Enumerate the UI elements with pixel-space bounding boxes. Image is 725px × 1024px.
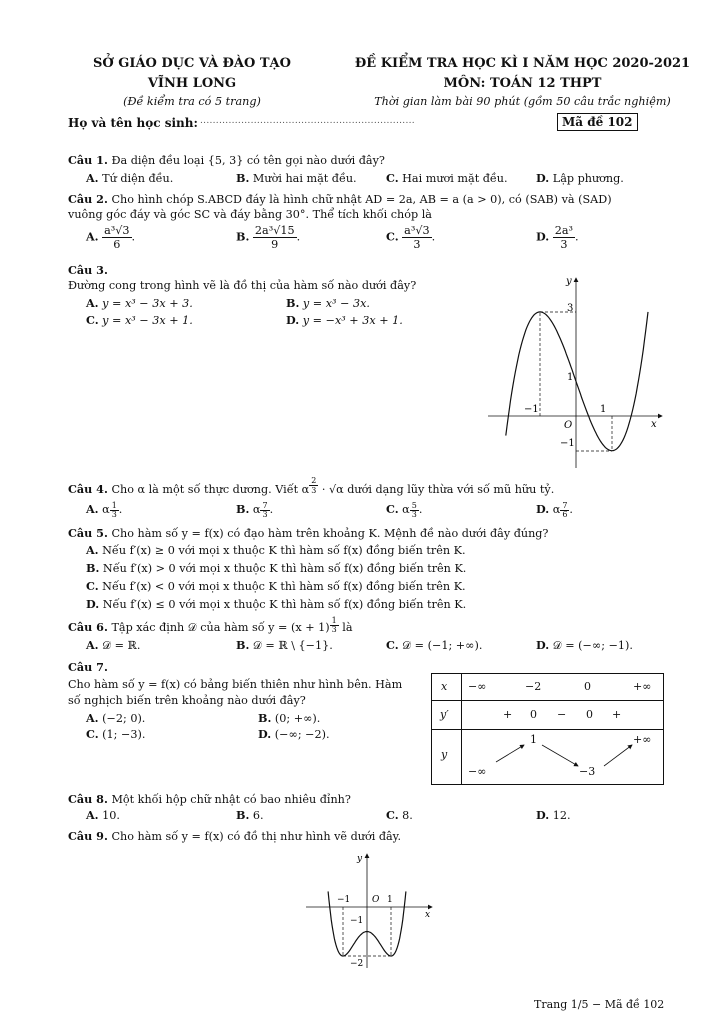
q2-option-d[interactable]: D. $\frac{\text{2a³}}{3}$ . xyxy=(536,224,579,251)
q2-option-c[interactable]: C. $\frac{\text{a³√3}}{3}$ . xyxy=(386,224,436,251)
question-1: Câu 1. Đa diện đều loại {5, 3} có tên gọi nào dưới đây? xyxy=(68,153,385,167)
q3-option-d[interactable]: D. y = −x³ + 3x + 1. xyxy=(286,313,403,327)
question-3-label: Câu 3. xyxy=(68,263,108,277)
q5-option-b[interactable]: B. Nếu f′(x) > 0 với mọi x thuộc K thì hàm số f(x) đồng biến trên K. xyxy=(86,561,467,575)
page-footer: Trang 1/5 − Mã đề 102 xyxy=(534,998,665,1011)
q4-option-c[interactable]: C. α $\frac{5}{3}$ . xyxy=(386,501,423,519)
q7-option-d[interactable]: D. (−∞; −2). xyxy=(258,727,330,741)
svg-text:−1: −1 xyxy=(560,438,575,449)
question-3: Đường cong trong hình vẽ là đồ thị của hàm số nào dưới đây? xyxy=(68,279,417,292)
question-2-line2: vuông góc đáy và góc SC và đáy bằng 30°. Thể tích khối chóp là xyxy=(68,208,432,221)
province-name: VĨNH LONG xyxy=(147,76,237,91)
q6-option-d[interactable]: D. 𝒟 = (−∞; −1). xyxy=(536,638,633,652)
q3-option-c[interactable]: C. y = x³ − 3x + 1. xyxy=(86,313,193,327)
q8-option-c[interactable]: C. 8. xyxy=(386,808,413,822)
svg-text:O: O xyxy=(372,895,380,905)
q7-option-b[interactable]: B. (0; +∞). xyxy=(258,711,321,725)
svg-text:−1: −1 xyxy=(337,895,351,905)
svg-text:1: 1 xyxy=(387,895,393,905)
svg-text:1: 1 xyxy=(600,404,607,415)
q3-option-b[interactable]: B. y = x³ − 3x. xyxy=(286,296,370,310)
q3-cubic-graph xyxy=(488,272,668,472)
exam-code-box: Mã đề 102 xyxy=(557,113,638,131)
question-5: Câu 5. Cho hàm số y = f(x) có đạo hàm trên khoảng K. Mệnh đề nào dưới đây đúng? xyxy=(68,526,549,540)
q4-option-d[interactable]: D. α $\frac{7}{6}$ . xyxy=(536,501,573,519)
q1-option-c[interactable]: C. Hai mươi mặt đều. xyxy=(386,171,508,185)
exam-title: ĐỀ KIỂM TRA HỌC KÌ I NĂM HỌC 2020-2021 xyxy=(354,56,691,71)
q4-option-b[interactable]: B. α $\frac{7}{3}$ . xyxy=(236,501,274,519)
question-8: Câu 8. Một khối hộp chữ nhật có bao nhiêu đỉnh? xyxy=(68,792,351,806)
svg-text:−2: −2 xyxy=(350,959,364,969)
svg-text:1: 1 xyxy=(567,372,574,383)
student-name-label: Họ và tên học sinh: xyxy=(68,116,198,130)
student-name-blank: .................................................................... xyxy=(200,116,415,126)
question-7-line2: số nghịch biến trên khoảng nào dưới đây? xyxy=(68,694,306,707)
q1-option-d[interactable]: D. Lập phương. xyxy=(536,171,624,185)
q5-option-d[interactable]: D. Nếu f′(x) ≤ 0 với mọi x thuộc K thì hàm số f(x) đồng biến trên K. xyxy=(86,597,467,611)
svg-text:3: 3 xyxy=(567,303,574,314)
svg-text:x: x xyxy=(425,910,431,920)
question-9: Câu 9. Cho hàm số y = f(x) có đồ thị như hình vẽ dưới đây. xyxy=(68,829,402,843)
question-7-label: Câu 7. xyxy=(68,660,108,674)
q2-option-a[interactable]: A. $\frac{\text{a³√3}}{6}$ . xyxy=(86,224,136,251)
q3-option-a[interactable]: A. y = x³ − 3x + 3. xyxy=(86,296,193,310)
time-note: Thời gian làm bài 90 phút (gồm 50 câu trắc nghiệm) xyxy=(374,95,671,108)
question-2: Câu 2. Cho hình chóp S.ABCD đáy là hình chữ nhật AD = 2a, AB = a (a > 0), có (SAB) và (SAD) xyxy=(68,192,612,206)
q6-option-b[interactable]: B. 𝒟 = ℝ \ {−1}. xyxy=(236,638,333,652)
q7-option-c[interactable]: C. (1; −3). xyxy=(86,727,146,741)
q4-option-a[interactable]: A. α $\frac{1}{3}$ . xyxy=(86,501,123,519)
q1-option-a[interactable]: A. Tứ diện đều. xyxy=(86,171,174,185)
variation-table: x y′ y −∞ −2 0 +∞ + 0 − 0 + 1 +∞ −∞ −3 xyxy=(431,673,664,785)
cubic-curve xyxy=(506,312,648,451)
subject: MÔN: TOÁN 12 THPT xyxy=(443,76,602,91)
q8-option-a[interactable]: A. 10. xyxy=(86,808,120,822)
svg-text:y: y xyxy=(566,276,572,287)
q6-option-a[interactable]: A. 𝒟 = ℝ. xyxy=(86,638,141,652)
svg-text:y: y xyxy=(357,854,363,864)
svg-text:x: x xyxy=(651,419,657,430)
q9-quartic-graph xyxy=(306,850,434,970)
svg-text:O: O xyxy=(564,420,573,431)
q5-option-a[interactable]: A. Nếu f′(x) ≥ 0 với mọi x thuộc K thì hàm số f(x) đồng biến trên K. xyxy=(86,543,466,557)
svg-text:−1: −1 xyxy=(350,916,364,926)
dept-name: SỞ GIÁO DỤC VÀ ĐÀO TẠO xyxy=(93,56,291,71)
q8-option-d[interactable]: D. 12. xyxy=(536,808,571,822)
question-6: Câu 6. Tập xác định 𝒟 của hàm số y = (x + 1) $\frac{1}{3}$ là xyxy=(68,616,353,634)
page-count-note: (Đề kiểm tra có 5 trang) xyxy=(123,95,261,108)
q2-option-b[interactable]: B. $\frac{\text{2a³√15}}{9}$ . xyxy=(236,224,301,251)
svg-text:−1: −1 xyxy=(524,404,539,415)
q5-option-c[interactable]: C. Nếu f′(x) < 0 với mọi x thuộc K thì hàm số f(x) đồng biến trên K. xyxy=(86,579,466,593)
q7-option-a[interactable]: A. (−2; 0). xyxy=(86,711,146,725)
q8-option-b[interactable]: B. 6. xyxy=(236,808,264,822)
q1-option-b[interactable]: B. Mười hai mặt đều. xyxy=(236,171,357,185)
question-4: Câu 4. Cho α là một số thực dương. Viết α $\frac{2}{3}$ · √α dưới dạng lũy thừa với số mũ hữu tỷ. xyxy=(68,476,555,496)
q6-option-c[interactable]: C. 𝒟 = (−1; +∞). xyxy=(386,638,483,652)
question-7: Cho hàm số y = f(x) có bảng biến thiên như hình bên. Hàm xyxy=(68,678,403,691)
